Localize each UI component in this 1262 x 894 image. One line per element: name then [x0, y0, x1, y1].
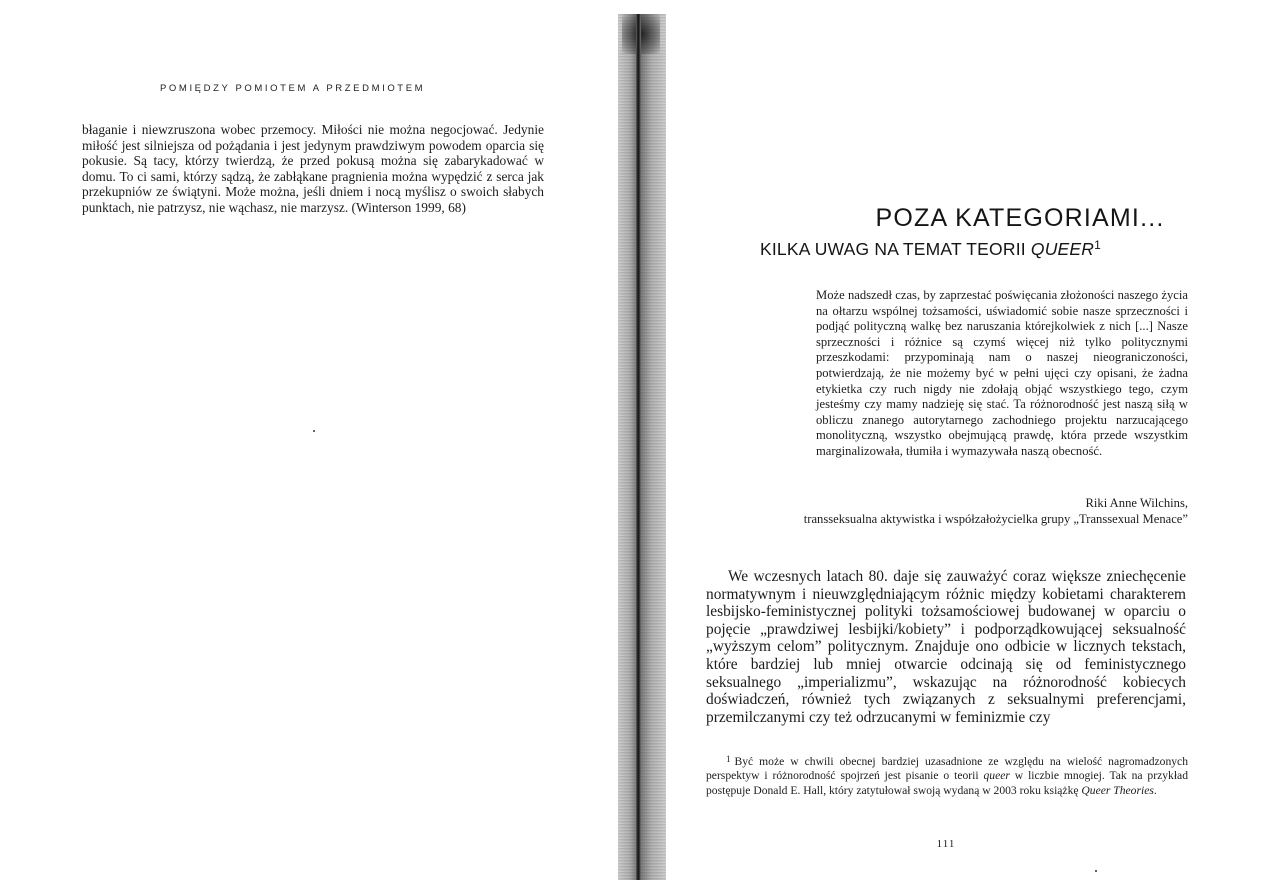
footnote-part-2: w liczbie mnogiej. Tak na przykład postępuje Donald E. Hall, który zatytułował swoją wydaną w 2003 roku książkę: [706, 769, 1188, 797]
epigraph-author: Riki Anne Wilchins,: [1085, 496, 1188, 510]
running-head: POMIĘDZY POMIOTEM A PRZEDMIOTEM: [160, 83, 426, 94]
left-page: [0, 0, 610, 894]
epigraph-author-description: transseksualna aktywistka i współzałożycielka grupy „Transsexual Menace”: [803, 512, 1188, 526]
left-page-text: [82, 122, 544, 216]
book-gutter: [618, 14, 666, 880]
footnote-emphasis-2: Queer Theories: [1081, 783, 1154, 797]
footnote-marker: 1: [1094, 238, 1101, 252]
subtitle-emphasis: QUEER: [1030, 239, 1095, 259]
footnote-number: 1: [726, 754, 731, 764]
binding-line: [636, 14, 641, 880]
subtitle-main: KILKA UWAG NA TEMAT TEORII: [760, 239, 1031, 259]
body-text: [706, 568, 1186, 726]
epigraph-text: Może nadszedł czas, by zaprzestać poświęcania złożoności naszego życia na ołtarzu wspólnej tożsamości, uświadomić sobie nasze sprzeczności i podjąć polityczną walkę bez naruszania którejkolwiek z nich [...] Nasze sprzeczności i różnice są czymś więcej niż tylko politycznymi przeszkodami: przypominają nam o naszej nieograniczoności, potwierdzają, że nie możemy być w pełni ujęci czy opisani, że żadna etykietka czy ruch nigdy nie zdołają objąć wszystkiego tego, czym jesteśmy czy mamy nadzieję się stać. Ta różnorodność jest naszą siłą w obliczu znanego autorytarnego zachodniego projektu narzucającego monolityczną, wszystko obejmującą prawdę, która przede wszystkim marginalizowała, tłumiła i wymazywała naszą obecność.: [816, 288, 1188, 458]
footnote-part-3: .: [1153, 783, 1157, 797]
page-number: 111: [936, 838, 956, 850]
scan-speck: [313, 430, 315, 432]
body-paragraph: We wczesnych latach 80. daje się zauważyć coraz większe zniechęcenie normatywnym i nieuwzględniającym różnic między kobietami charakterem lesbijsko-feministycznej polityki tożsamościowej budowanej w oparciu o pojęcie „prawdziwej lesbijki/kobiety” i podporządkowującej seksualność „wyższym celom” politycznym. Znajduje ono odbicie w licznych tekstach, które bardziej lub mniej otwarcie odcinają się od feministycznego seksualnego „imperializmu”, wskazując na różnorodność kobiecych doświadczeń, również tych związanych z seksualnymi preferencjami, przemilczanymi czy też odrzucanymi w feminizmie czy: [706, 568, 1186, 726]
gutter-shadow: [622, 14, 660, 54]
chapter-title-text: POZA KATEGORIAMI...: [875, 204, 1165, 232]
epigraph: [816, 288, 1188, 460]
epigraph-attribution: [710, 495, 1188, 527]
scan-speck: [1095, 870, 1097, 872]
right-page: [670, 0, 1262, 894]
footnote-text: [706, 752, 1188, 798]
footnote-part-1: Być może w chwili obecnej bardziej uzasadnione ze względu na wielość nagromadzonych perspektyw i różnorodność spojrzeń jest pisanie o teorii: [706, 755, 1188, 783]
chapter-subtitle: [760, 238, 1260, 260]
chapter-title: [670, 204, 1260, 233]
footnote: [706, 752, 1188, 798]
left-page-paragraph: błaganie i niewzruszona wobec przemocy. Miłości nie można negocjować. Jedynie miłość jest silniejsza od pożądania i jest jedynym prawdziwym powodem oparcia się pokusie. Są tacy, którzy twierdzą, że przed pokusą można się zabarykadować w domu. To ci sami, którzy sądzą, że zabłąkane pragnienia można wypędzić z serca jak przekupniów ze świątyni. Może można, jeśli dniem i nocą myślisz o swoich słabych punktach, nie patrzysz, nie wąchasz, nie marzysz. (Winterson 1999, 68): [82, 122, 544, 215]
footnote-emphasis-1: queer: [983, 769, 1010, 783]
